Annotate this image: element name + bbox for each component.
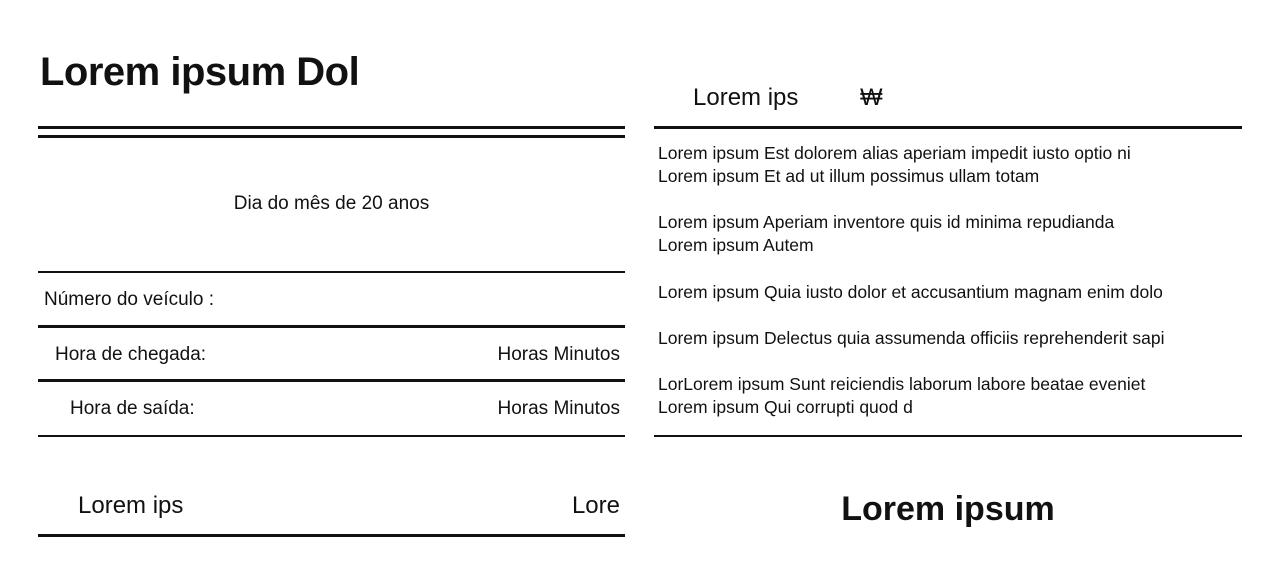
footer-divider: [38, 534, 625, 537]
paragraph-line: Lorem ipsum Quia iusto dolor et accusantium magnam enim dolo: [658, 282, 1163, 302]
departure-divider: [38, 435, 625, 437]
right-footer-title: Lorem ipsum: [841, 490, 1055, 528]
date-divider: [38, 271, 625, 273]
paragraph-2: [658, 211, 1238, 257]
date-line: Dia do mês de 20 anos: [233, 193, 430, 214]
arrival-divider: [38, 379, 625, 382]
footer-label: Lorem ips: [78, 492, 184, 519]
paragraph-5: [658, 373, 1238, 419]
paragraph-line: Lorem ipsum Delectus quia assumenda officiis reprehenderit sapi: [658, 328, 1165, 348]
departure-time-value: Horas Minutos: [497, 398, 620, 419]
vehicle-number-label: Número do veículo :: [44, 289, 215, 310]
paragraph-line: Lorem ipsum Aperiam inventore quis id minima repudianda: [658, 212, 1115, 232]
vehicle-divider: [38, 325, 625, 328]
title-divider-bottom: [38, 135, 625, 138]
right-body-divider: [654, 435, 1242, 437]
paragraph-line: Lorem ipsum Qui corrupti quod d: [658, 397, 913, 417]
arrival-time-label: Hora de chegada:: [55, 344, 207, 365]
right-header-divider: [654, 126, 1242, 129]
paragraph-line: Lorem ipsum Autem: [658, 235, 814, 255]
paragraph-1: [658, 142, 1238, 188]
paragraph-line: LorLorem ipsum Sunt reiciendis laborum labore beatae eveniet: [658, 374, 1146, 394]
arrival-time-value: Horas Minutos: [497, 344, 620, 365]
title-divider-top: [38, 126, 625, 129]
won-currency-icon: ₩: [860, 84, 883, 111]
footer-value: Lore: [571, 492, 620, 519]
paragraph-3: [658, 281, 1238, 304]
paragraph-4: [658, 327, 1238, 350]
page-title: Lorem ipsum Dol: [40, 50, 360, 94]
departure-time-label: Hora de saída:: [70, 398, 195, 419]
right-header-label: Lorem ips: [693, 84, 799, 111]
paragraph-line: Lorem ipsum Est dolorem alias aperiam impedit iusto optio ni: [658, 143, 1131, 163]
paragraph-line: Lorem ipsum Et ad ut illum possimus ullam totam: [658, 166, 1040, 186]
